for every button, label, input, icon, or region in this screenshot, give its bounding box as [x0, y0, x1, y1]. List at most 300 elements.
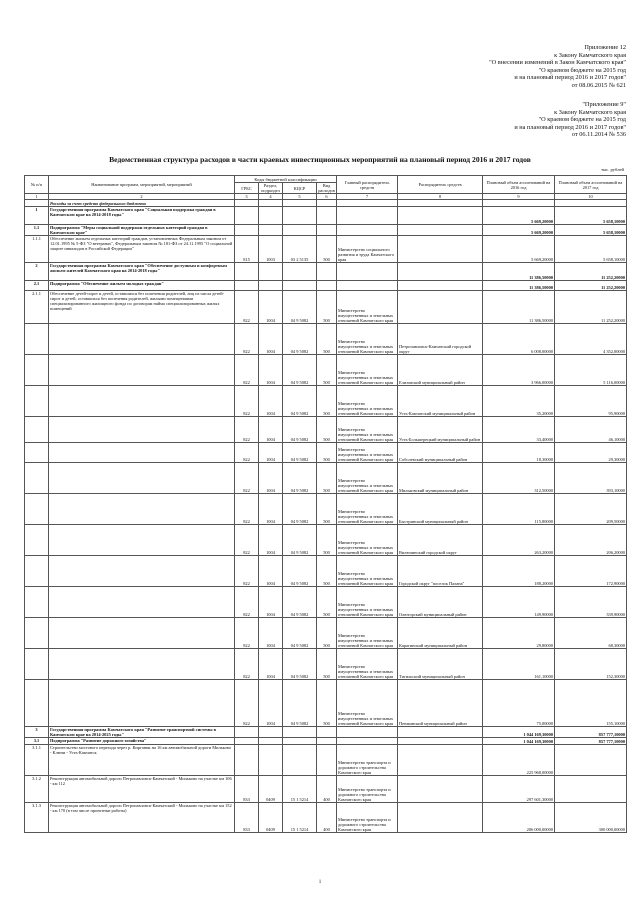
- col-kcsr-header: КЦСР: [283, 183, 317, 194]
- row-name: Подпрограмма "Обеспечение жильем молодых граждан": [49, 281, 235, 291]
- vid-cell: 400: [317, 776, 337, 803]
- kcsr-cell: 04 9 5082: [283, 649, 317, 680]
- amount-2017: 29,30000: [555, 443, 627, 463]
- amount-2017: 5 116,00000: [555, 355, 627, 386]
- header-line: от 08.06.2015 № 621: [571, 81, 626, 89]
- vid-cell: 500: [317, 680, 337, 727]
- table-row: [25, 236, 627, 263]
- vid-cell: 500: [317, 525, 337, 556]
- row-number: 2: [25, 263, 49, 281]
- kcsr-cell: [283, 207, 317, 225]
- amount-2017: 206,20000: [555, 525, 627, 556]
- kcsr-cell: [283, 263, 317, 281]
- table-row: [25, 263, 627, 281]
- grbs-cell: 822: [235, 618, 259, 649]
- row-name: [49, 525, 235, 556]
- row-name: [49, 324, 235, 355]
- table-row: [25, 745, 627, 776]
- admin-cell: Министерство имущественных и земельных отношений Камчатского края: [337, 443, 398, 463]
- razdel-cell: 1003: [259, 236, 283, 263]
- grbs-cell: 822: [235, 386, 259, 417]
- header-line: к Закону Камчатского края: [554, 51, 626, 59]
- razdel-cell: [259, 727, 283, 738]
- amount-2016: 18,30000: [483, 443, 555, 463]
- amount-2017: [555, 745, 627, 776]
- amount-2017: 393,10000: [555, 463, 627, 494]
- admin-cell: Министерство имущественных и земельных отношений Камчатского края: [337, 355, 398, 386]
- razdel-cell: 1004: [259, 355, 283, 386]
- table-row: [25, 291, 627, 324]
- table-row: [25, 463, 627, 494]
- admin-cell: Министерство транспорта и дорожного строительства Камчатского края: [337, 745, 398, 776]
- grbs-cell: 833: [235, 803, 259, 833]
- column-number: 2: [49, 194, 235, 200]
- razdel-cell: [259, 207, 283, 225]
- col-2016-header: Плановый объем ассигнований на 2016 год: [483, 176, 555, 194]
- rasp-cell: [398, 738, 483, 745]
- kcsr-cell: 04 9 5082: [283, 386, 317, 417]
- razdel-cell: 0409: [259, 803, 283, 833]
- vid-cell: 500: [317, 324, 337, 355]
- amount-2016: 75,00000: [483, 680, 555, 727]
- rasp-cell: [398, 225, 483, 236]
- rasp-cell: Усть-Камчатский муниципальный район: [398, 386, 483, 417]
- row-number: 3.1.3: [25, 803, 49, 833]
- row-name: [49, 386, 235, 417]
- kcsr-cell: 04 9 5082: [283, 494, 317, 525]
- row-number: [25, 556, 49, 587]
- grbs-cell: 822: [235, 587, 259, 618]
- amount-2017: 155,10000: [555, 680, 627, 727]
- row-name: [49, 680, 235, 727]
- razdel-cell: 1004: [259, 649, 283, 680]
- vid-cell: 500: [317, 386, 337, 417]
- admin-cell: Министерство имущественных и земельных отношений Камчатского края: [337, 291, 398, 324]
- kcsr-cell: 04 9 5082: [283, 618, 317, 649]
- amount-2016: 297 601,30000: [483, 776, 555, 803]
- amount-2016: 1 044 169,30000: [483, 727, 555, 738]
- vid-cell: 500: [317, 556, 337, 587]
- razdel-cell: 1004: [259, 417, 283, 443]
- row-number: 3: [25, 727, 49, 738]
- kcsr-cell: [283, 745, 317, 776]
- row-name: Реконструкция автомобильной дороги Петропавловск-Камчатский - Мильково на участке км 106 - км 112: [49, 776, 235, 803]
- row-name: Государственная программа Камчатского края "Развитие транспортной системы в Камчатском крае на 2014-2025 годы": [49, 727, 235, 738]
- razdel-cell: 1004: [259, 386, 283, 417]
- row-name: [49, 556, 235, 587]
- row-number: 1.1: [25, 225, 49, 236]
- table-row: [25, 417, 627, 443]
- header-line: "О краевом бюджете на 2015 год: [538, 66, 626, 74]
- table-row: [25, 525, 627, 556]
- amount-2017: 209,50000: [555, 494, 627, 525]
- approval-header-top: [489, 44, 626, 90]
- razdel-cell: [259, 281, 283, 291]
- rasp-cell: Мильковский муниципальный район: [398, 463, 483, 494]
- amount-2016: 11 386,50000: [483, 291, 555, 324]
- row-name: Подпрограмма "Меры социальной поддержки отдельных категорий граждан в Камчатском крае": [49, 225, 235, 236]
- row-name: [49, 618, 235, 649]
- amount-2016: 263,20000: [483, 525, 555, 556]
- col-codes-header: Коды бюджетной классификации: [235, 176, 337, 183]
- row-number: [25, 324, 49, 355]
- grbs-cell: [235, 207, 259, 225]
- admin-cell: [337, 738, 398, 745]
- razdel-cell: 1004: [259, 587, 283, 618]
- kcsr-cell: 15 1 5214: [283, 803, 317, 833]
- amount-2017: 46,10000: [555, 417, 627, 443]
- vid-cell: [317, 263, 337, 281]
- admin-cell: Министерство имущественных и земельных отношений Камчатского края: [337, 649, 398, 680]
- vid-cell: [317, 727, 337, 738]
- section-label: Расходы за счет средств федерального бюджета: [49, 200, 235, 207]
- row-name: [49, 494, 235, 525]
- amount-2016: 312,50000: [483, 463, 555, 494]
- amount-2016: 188,20000: [483, 556, 555, 587]
- admin-cell: Министерство имущественных и земельных отношений Камчатского края: [337, 556, 398, 587]
- admin-cell: [337, 281, 398, 291]
- amount-2016: 6 008,00000: [483, 324, 555, 355]
- amount-2017: 857 777,10000: [555, 727, 627, 738]
- col-name-header: Наименование программ, мероприятий, мероприятий: [49, 176, 235, 194]
- vid-cell: [317, 281, 337, 291]
- rasp-cell: [398, 291, 483, 324]
- column-number: 3: [235, 194, 259, 200]
- rasp-cell: [398, 803, 483, 833]
- admin-cell: [337, 727, 398, 738]
- header-line: "О внесении изменений в Закон Камчатского края": [489, 59, 626, 67]
- grbs-cell: 822: [235, 525, 259, 556]
- row-number: [25, 649, 49, 680]
- table-row: [25, 556, 627, 587]
- col-razdel-header: Раздел, подраздел: [259, 183, 283, 194]
- amount-2017: 172,90000: [555, 556, 627, 587]
- amount-2017: 68,30000: [555, 618, 627, 649]
- row-name: [49, 649, 235, 680]
- approval-header-bottom: [514, 101, 626, 139]
- amount-2017: 11 252,20000: [555, 291, 627, 324]
- vid-cell: 500: [317, 236, 337, 263]
- header-line: Приложение 12: [584, 44, 626, 51]
- kcsr-cell: 04 9 5082: [283, 587, 317, 618]
- header-line: и на плановый период 2016 и 2017 годов": [514, 74, 626, 82]
- row-number: [25, 417, 49, 443]
- kcsr-cell: 03 2 5135: [283, 236, 317, 263]
- admin-cell: [337, 263, 398, 281]
- admin-cell: Министерство имущественных и земельных отношений Камчатского края: [337, 494, 398, 525]
- table-row: [25, 355, 627, 386]
- vid-cell: [317, 745, 337, 776]
- razdel-cell: 1004: [259, 494, 283, 525]
- table-row: [25, 738, 627, 745]
- rasp-cell: Олюторский муниципальный район: [398, 587, 483, 618]
- rasp-cell: [398, 281, 483, 291]
- row-number: [25, 386, 49, 417]
- amount-2017: 5 658,10000: [555, 236, 627, 263]
- header-line: "Приложение 9": [582, 101, 626, 108]
- amount-2016: 3 966,00000: [483, 355, 555, 386]
- grbs-cell: 822: [235, 443, 259, 463]
- kcsr-cell: 04 9 5082: [283, 324, 317, 355]
- admin-cell: [337, 207, 398, 225]
- grbs-cell: 822: [235, 324, 259, 355]
- table-row: [25, 587, 627, 618]
- row-name: Строительство мостового перехода через р. Кирганик на 16 км автомобильной дороги Мильково - Ключи - Усть-Камчатск: [49, 745, 235, 776]
- page-number: 1: [318, 880, 322, 885]
- amount-2016: 225 968,00000: [483, 745, 555, 776]
- amount-2016: 29,80000: [483, 618, 555, 649]
- kcsr-cell: 04 9 5082: [283, 443, 317, 463]
- rasp-cell: Быстринский муниципальный район: [398, 494, 483, 525]
- kcsr-cell: 04 9 5082: [283, 680, 317, 727]
- table-row: [25, 207, 627, 225]
- row-number: [25, 463, 49, 494]
- razdel-cell: 0409: [259, 776, 283, 803]
- admin-cell: Министерство имущественных и земельных отношений Камчатского края: [337, 417, 398, 443]
- rasp-cell: Вилючинский городской округ: [398, 525, 483, 556]
- rasp-cell: [398, 263, 483, 281]
- col-2017-header: Плановый объем ассигнований на 2017 год: [555, 176, 627, 194]
- row-name: Обеспечение детей-сирот и детей, оставшихся без попечения родителей, лиц из числа детей-сирот и детей, оставшихся без попечения родителей, жилыми помещениями специализированного жилищного фонда по договорам найма специализированных жилых помещений: [49, 291, 235, 324]
- admin-cell: Министерство имущественных и земельных отношений Камчатского края: [337, 386, 398, 417]
- rasp-cell: [398, 776, 483, 803]
- row-name: [49, 463, 235, 494]
- admin-cell: Министерство транспорта и дорожного строительства Камчатского края: [337, 776, 398, 803]
- kcsr-cell: 04 9 5082: [283, 291, 317, 324]
- amount-2017: [555, 776, 627, 803]
- rasp-cell: [398, 207, 483, 225]
- kcsr-cell: [283, 738, 317, 745]
- grbs-cell: 822: [235, 494, 259, 525]
- admin-cell: Министерство имущественных и земельных отношений Камчатского края: [337, 525, 398, 556]
- header-line: "О краевом бюджете на 2015 год: [538, 116, 626, 124]
- row-name: Обеспечение жильем отдельных категорий граждан, установленных Федеральным законом от 12.01.1995 № 5-ФЗ "О ветеранах", Федеральным законом № 181-ФЗ от 24.11.1995 "О социальной защите инвалидов в Российской Федерации": [49, 236, 235, 263]
- row-name: Государственная программа Камчатского края "Социальная поддержка граждан в Камчатском крае на 2014-2018 годы": [49, 207, 235, 225]
- row-number: [25, 525, 49, 556]
- rasp-cell: Соболевский муниципальный район: [398, 443, 483, 463]
- row-number: [25, 494, 49, 525]
- razdel-cell: 1004: [259, 525, 283, 556]
- razdel-cell: [259, 263, 283, 281]
- amount-2017: 152,30000: [555, 649, 627, 680]
- row-number: 3.1.1: [25, 745, 49, 776]
- grbs-cell: 822: [235, 556, 259, 587]
- razdel-cell: 1004: [259, 463, 283, 494]
- amount-2016: 33,40000: [483, 417, 555, 443]
- admin-cell: Министерство социального развития и труда Камчатского края: [337, 236, 398, 263]
- amount-2016: 5 669,20000: [483, 207, 555, 225]
- kcsr-cell: [283, 225, 317, 236]
- row-number: 3.1: [25, 738, 49, 745]
- vid-cell: [317, 225, 337, 236]
- rasp-cell: Усть-Большерецкий муниципальный район: [398, 417, 483, 443]
- row-name: [49, 355, 235, 386]
- amount-2016: 35,20000: [483, 386, 555, 417]
- document-title: Ведомственная структура расходов в части краевых инвестиционных мероприятий на плановый период 2016 и 2017 годов: [109, 155, 531, 164]
- column-number: 8: [398, 194, 483, 200]
- col-grbs-header: ГРБС: [235, 183, 259, 194]
- vid-cell: 500: [317, 443, 337, 463]
- grbs-cell: 822: [235, 463, 259, 494]
- admin-cell: Министерство транспорта и дорожного строительства Камчатского края: [337, 803, 398, 833]
- row-number: [25, 587, 49, 618]
- grbs-cell: [235, 225, 259, 236]
- table-row: [25, 618, 627, 649]
- row-name: [49, 443, 235, 463]
- table-row: [25, 649, 627, 680]
- rasp-cell: Тигильский муниципальный район: [398, 649, 483, 680]
- amount-2017: 5 658,10000: [555, 225, 627, 236]
- row-name: [49, 587, 235, 618]
- table-row: [25, 680, 627, 727]
- amount-2016: 115,80000: [483, 494, 555, 525]
- header-line: от 06.11.2014 № 536: [571, 131, 626, 139]
- row-number: 2.1: [25, 281, 49, 291]
- amount-2016: 1 044 169,30000: [483, 738, 555, 745]
- table-row: [25, 803, 627, 833]
- table-row: [25, 324, 627, 355]
- vid-cell: 500: [317, 463, 337, 494]
- rasp-cell: Карагинский муниципальный район: [398, 618, 483, 649]
- vid-cell: 500: [317, 355, 337, 386]
- kcsr-cell: 15 1 5214: [283, 776, 317, 803]
- rasp-cell: Городской округ "поселок Палана": [398, 556, 483, 587]
- col-admin-header: Главный распорядитель средств: [337, 176, 398, 194]
- column-number: 7: [337, 194, 398, 200]
- table-row: [25, 281, 627, 291]
- header-line: к Закону Камчатского края: [554, 108, 626, 116]
- grbs-cell: 815: [235, 236, 259, 263]
- admin-cell: Министерство имущественных и земельных отношений Камчатского края: [337, 324, 398, 355]
- col-vid-header: Вид расходов: [318, 183, 335, 193]
- kcsr-cell: 04 9 5082: [283, 463, 317, 494]
- razdel-cell: 1004: [259, 680, 283, 727]
- vid-cell: 500: [317, 494, 337, 525]
- row-name: Государственная программа Камчатского края "Обеспечение доступным и комфортным жильем жителей Камчатского края на 2014-2018 годы": [49, 263, 235, 281]
- rasp-cell: [398, 727, 483, 738]
- grbs-cell: [235, 745, 259, 776]
- table-row: [25, 225, 627, 236]
- expenditure-table: [24, 175, 627, 833]
- row-name: [49, 417, 235, 443]
- table-row: [25, 386, 627, 417]
- amount-2016: 11 386,50000: [483, 281, 555, 291]
- vid-cell: [317, 207, 337, 225]
- kcsr-cell: 04 9 5082: [283, 417, 317, 443]
- vid-cell: 500: [317, 291, 337, 324]
- amount-2016: 11 386,50000: [483, 263, 555, 281]
- razdel-cell: [259, 225, 283, 236]
- grbs-cell: [235, 263, 259, 281]
- grbs-cell: [235, 727, 259, 738]
- amount-2017: 300 000,00000: [555, 803, 627, 833]
- vid-cell: 500: [317, 649, 337, 680]
- amount-2017: 11 252,20000: [555, 263, 627, 281]
- column-number: 5: [283, 194, 317, 200]
- grbs-cell: 833: [235, 776, 259, 803]
- vid-cell: [317, 738, 337, 745]
- admin-cell: Министерство имущественных и земельных отношений Камчатского края: [337, 618, 398, 649]
- row-number: [25, 618, 49, 649]
- grbs-cell: [235, 281, 259, 291]
- kcsr-cell: 04 9 5082: [283, 556, 317, 587]
- rasp-cell: [398, 236, 483, 263]
- kcsr-cell: 04 9 5082: [283, 525, 317, 556]
- amount-2017: 857 777,10000: [555, 738, 627, 745]
- row-number: 2.1.1: [25, 291, 49, 324]
- razdel-cell: 1004: [259, 443, 283, 463]
- vid-cell: 500: [317, 417, 337, 443]
- rasp-cell: Елизовский муниципальный район: [398, 355, 483, 386]
- unit-label: тыс. рублей: [601, 167, 624, 172]
- rasp-cell: Пенжинский муниципальный район: [398, 680, 483, 727]
- table-row: [25, 776, 627, 803]
- grbs-cell: 822: [235, 649, 259, 680]
- admin-cell: Министерство имущественных и земельных отношений Камчатского края: [337, 463, 398, 494]
- row-number: [25, 443, 49, 463]
- razdel-cell: 1004: [259, 556, 283, 587]
- amount-2017: 95,90000: [555, 386, 627, 417]
- col-rasp-header: Распорядитель средств: [398, 176, 483, 194]
- rasp-cell: Петропавловск-Камчатский городской округ: [398, 324, 483, 355]
- header-line: и на плановый период 2016 и 2017 годов": [514, 123, 626, 131]
- grbs-cell: [235, 738, 259, 745]
- razdel-cell: 1004: [259, 618, 283, 649]
- row-number: 1: [25, 207, 49, 225]
- row-number: [25, 355, 49, 386]
- razdel-cell: [259, 745, 283, 776]
- amount-2017: 11 252,20000: [555, 281, 627, 291]
- razdel-cell: 1004: [259, 324, 283, 355]
- vid-cell: 500: [317, 587, 337, 618]
- amount-2017: 4 352,00000: [555, 324, 627, 355]
- row-number: [25, 680, 49, 727]
- grbs-cell: 822: [235, 417, 259, 443]
- amount-2016: 206 000,00000: [483, 803, 555, 833]
- amount-2016: 149,90000: [483, 587, 555, 618]
- grbs-cell: 822: [235, 291, 259, 324]
- row-number: 3.1.2: [25, 776, 49, 803]
- amount-2016: 5 669,20000: [483, 236, 555, 263]
- table-row: [25, 443, 627, 463]
- amount-2017: 339,90000: [555, 587, 627, 618]
- column-number: 9: [483, 194, 555, 200]
- amount-2016: 5 669,20000: [483, 225, 555, 236]
- rasp-cell: [398, 745, 483, 776]
- col-num-header: № п/п: [25, 176, 49, 194]
- row-number: 1.1.1: [25, 236, 49, 263]
- table-row: [25, 727, 627, 738]
- amount-2017: 5 658,10000: [555, 207, 627, 225]
- amount-2016: 161,10000: [483, 649, 555, 680]
- vid-cell: 500: [317, 618, 337, 649]
- kcsr-cell: [283, 727, 317, 738]
- admin-cell: [337, 225, 398, 236]
- column-number: 4: [259, 194, 283, 200]
- table-row: [25, 494, 627, 525]
- column-number: 6: [317, 194, 337, 200]
- vid-cell: 400: [317, 803, 337, 833]
- admin-cell: Министерство имущественных и земельных отношений Камчатского края: [337, 680, 398, 727]
- razdel-cell: [259, 738, 283, 745]
- grbs-cell: 822: [235, 680, 259, 727]
- grbs-cell: 822: [235, 355, 259, 386]
- admin-cell: Министерство имущественных и земельных отношений Камчатского края: [337, 587, 398, 618]
- kcsr-cell: [283, 281, 317, 291]
- column-number: 10: [555, 194, 627, 200]
- column-number: 1: [25, 194, 49, 200]
- row-name: Подпрограмма "Развитие дорожного хозяйства": [49, 738, 235, 745]
